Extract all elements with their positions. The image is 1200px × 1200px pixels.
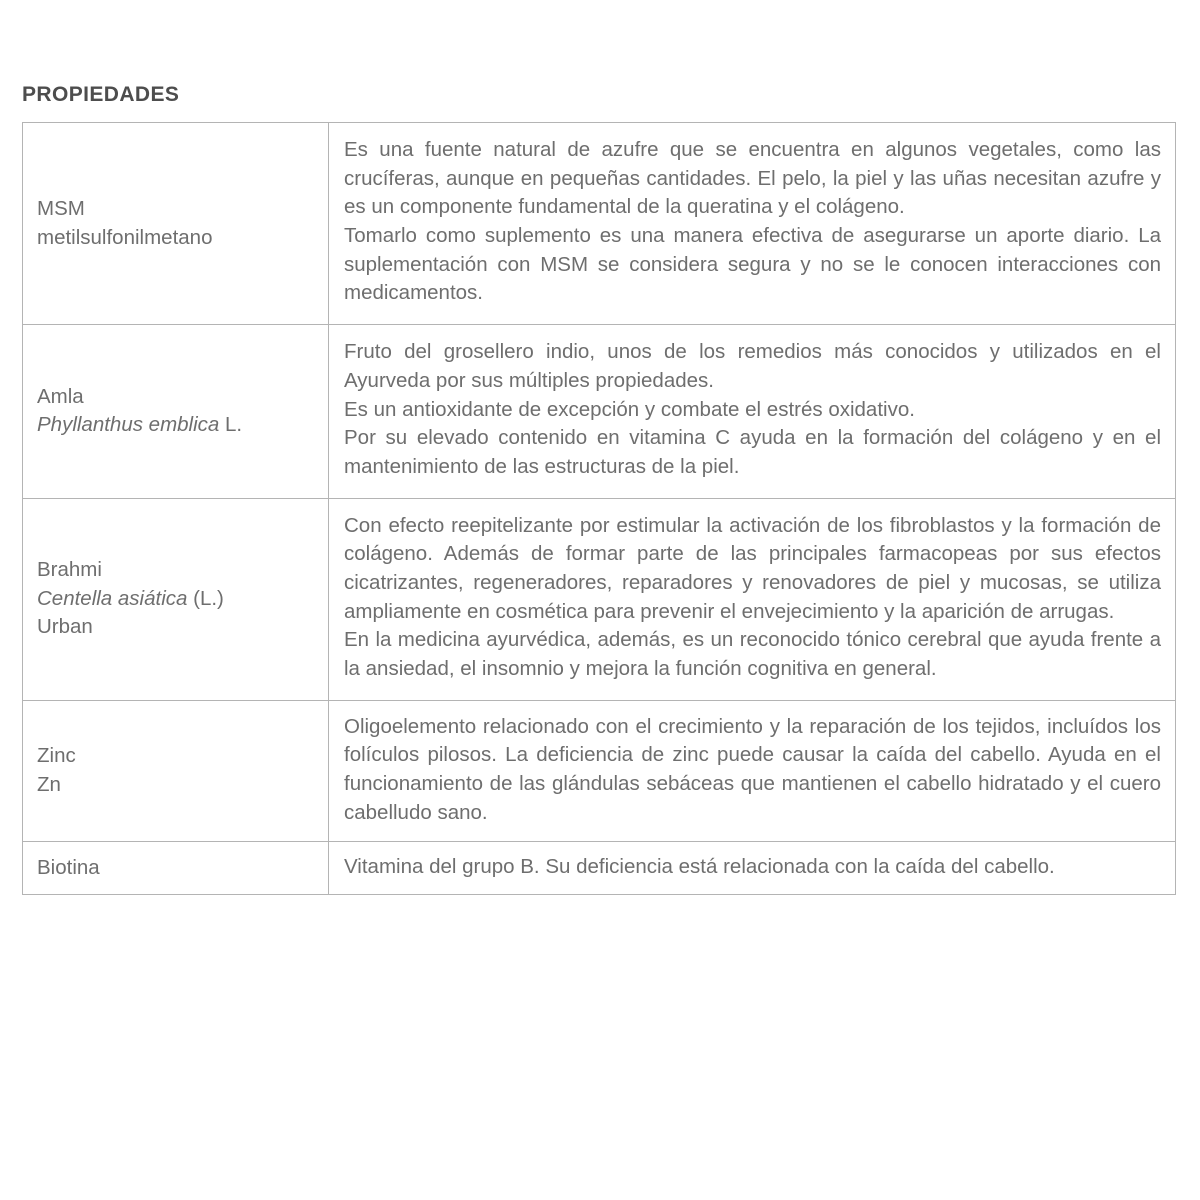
ingredient-description-cell-brahmi: [329, 498, 1176, 700]
ingredient-name-msm: [37, 195, 318, 252]
ingredient-name-cell-msm: [23, 123, 329, 325]
description-paragraph: Fruto del grosellero indio, unos de los remedios más conocidos y utilizados en el Ayurveda por sus múltiples propiedades.: [344, 340, 1161, 392]
description-paragraph: Oligoelemento relacionado con el crecimiento y la reparación de los tejidos, incluídos los folículos pilosos. La deficiencia de zinc puede causar la caída del cabello. Ayuda en el funcionamiento de las glándulas sebáceas que mantienen el cabello hidratado y el cuero cabelludo sano.: [344, 714, 1161, 824]
table-row-biotina: [23, 842, 1176, 895]
ingredient-name-brahmi: [37, 556, 318, 642]
ingredient-description-brahmi: [344, 512, 1161, 684]
ingredient-description-zinc: [344, 713, 1161, 828]
description-paragraph: Con efecto reepitelizante por estimular la activación de los fibroblastos y la formación de colágeno. Además de formar parte de las principales farmacopeas por sus efectos cicatrizantes, regeneradores, reparadores y renovadores de piel y mucosas, se utiliza ampliamente en cosmética para prevenir el envejecimiento y la aparición de arrugas.: [344, 513, 1161, 623]
ingredient-name-line: Zinc: [37, 744, 76, 768]
description-paragraph: Es una fuente natural de azufre que se encuentra en algunos vegetales, como las crucíferas, aunque en pequeñas cantidades. El pelo, la piel y las uñas necesitan azufre y es un componente fundamental de la queratina y el colágeno.: [344, 138, 1161, 219]
ingredient-name-line: Zn: [37, 773, 61, 797]
ingredient-name-zinc: [37, 742, 318, 799]
table-row-msm: [23, 123, 1176, 325]
ingredient-name-line: Brahmi: [37, 558, 102, 582]
ingredient-name-cell-biotina: [23, 842, 329, 895]
ingredient-description-cell-amla: [329, 325, 1176, 498]
description-paragraph: Por su elevado contenido en vitamina C ayuda en la formación del colágeno y en el mantenimiento de las estructuras de la piel.: [344, 426, 1161, 478]
table-row-brahmi: [23, 498, 1176, 700]
ingredient-name-line: metilsulfonilmetano: [37, 225, 213, 249]
ingredient-description-cell-msm: [329, 123, 1176, 325]
ingredient-name-biotina: [37, 854, 318, 883]
scientific-name: Phyllanthus emblica: [37, 413, 220, 437]
description-paragraph: Es un antioxidante de excepción y combate el estrés oxidativo.: [344, 397, 915, 421]
ingredient-name-line: Urban: [37, 615, 93, 639]
ingredient-name-amla: [37, 383, 318, 440]
table-row-zinc: [23, 700, 1176, 842]
ingredient-description-amla: [344, 338, 1161, 481]
description-paragraph: Tomarlo como suplemento es una manera efectiva de asegurarse un aporte diario. La suplementación con MSM se considera segura y no se le conocen interacciones con medicamentos.: [344, 224, 1161, 305]
ingredient-description-cell-biotina: [329, 842, 1176, 895]
ingredient-name-cell-zinc: [23, 700, 329, 842]
ingredient-name-line: Biotina: [37, 855, 100, 879]
ingredient-description-cell-zinc: [329, 700, 1176, 842]
table-row-amla: [23, 325, 1176, 498]
ingredient-name-cell-amla: [23, 325, 329, 498]
taxon-authority: L.: [219, 413, 243, 437]
ingredient-name-cell-brahmi: [23, 498, 329, 700]
ingredient-name-line: Amla: [37, 384, 84, 408]
properties-table-body: [23, 123, 1176, 895]
taxon-authority: (L.): [187, 586, 224, 610]
properties-table: [22, 122, 1176, 895]
ingredient-description-biotina: [344, 853, 1161, 882]
ingredient-name-line: [37, 585, 318, 614]
description-paragraph: Vitamina del grupo B. Su deficiencia está relacionada con la caída del cabello.: [344, 855, 1055, 879]
ingredient-description-msm: [344, 136, 1161, 308]
scientific-name: Centella asiática: [37, 586, 188, 610]
description-paragraph: En la medicina ayurvédica, además, es un reconocido tónico cerebral que ayuda frente a la ansiedad, el insomnio y mejora la función cognitiva en general.: [344, 628, 1161, 680]
ingredient-name-line: MSM: [37, 196, 85, 220]
ingredient-name-line: [37, 411, 318, 440]
page-title: PROPIEDADES: [22, 83, 180, 106]
